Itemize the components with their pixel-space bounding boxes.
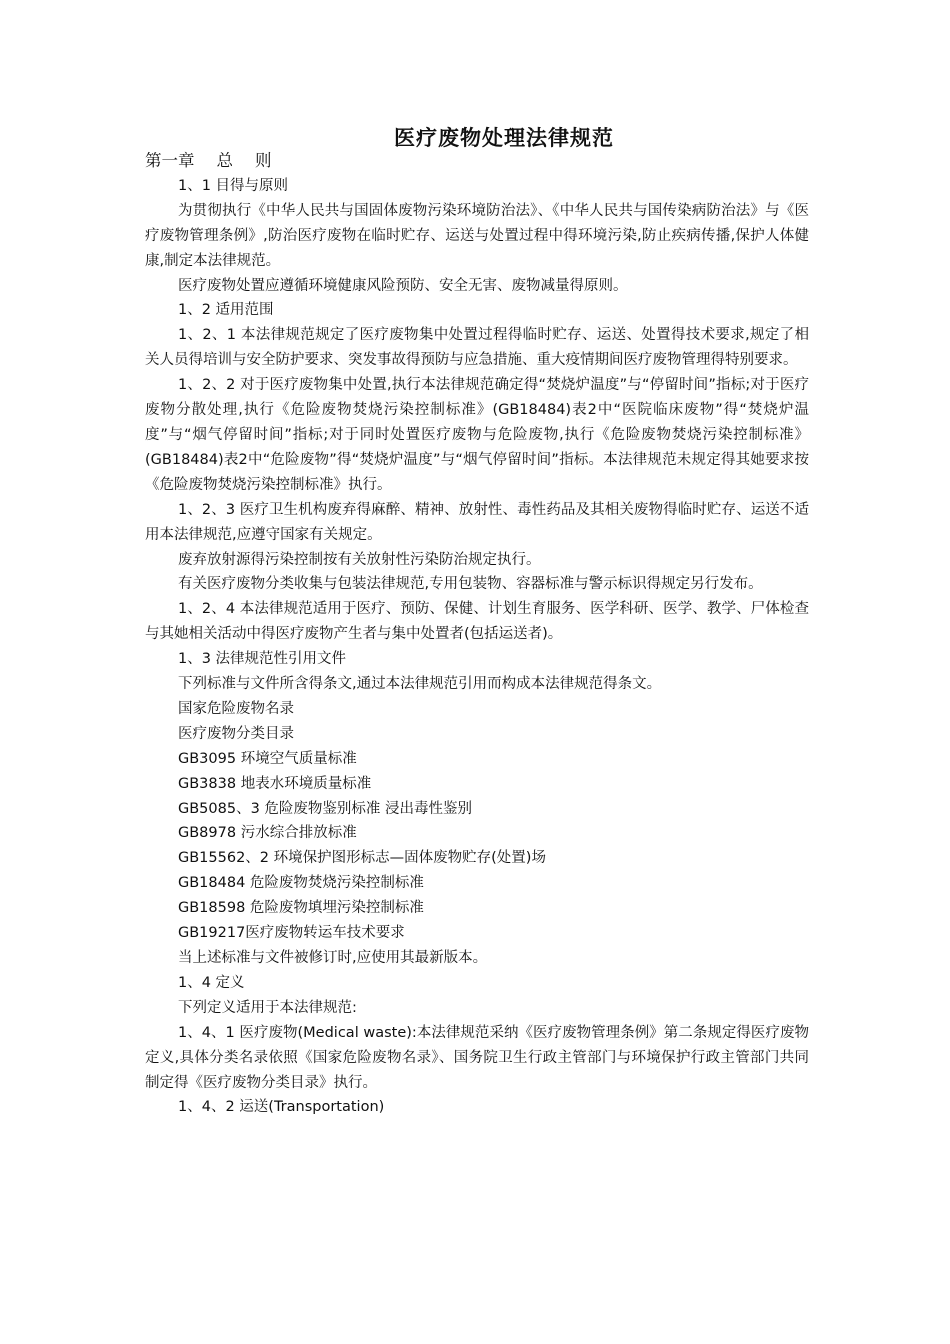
- paragraph-1-2-3: 1、2、3 医疗卫生机构废弃得麻醉、精神、放射性、毒性药品及其相关废物得临时贮存、运送不适用本法律规范,应遵守国家有关规定。: [145, 501, 809, 543]
- paragraph-1-2-4: 1、2、4 本法律规范适用于医疗、预防、保健、计划生育服务、医学科研、医学、教学、尸体检查与其她相关活动中得医疗废物产生者与集中处置者(包括运送者)。: [145, 601, 809, 643]
- paragraph-packaging: 有关医疗废物分类收集与包装法律规范,专用包装物、容器标准与警示标识得规定另行发布。: [178, 576, 763, 593]
- section-heading-1-4: 1、4 定义: [178, 974, 245, 991]
- chapter-word-2: 则: [255, 151, 272, 170]
- chapter-heading: [145, 149, 809, 174]
- reference-item: GB3095 环境空气质量标准: [178, 750, 357, 767]
- paragraph-1-2-1: 1、2、1 本法律规范规定了医疗废物集中处置过程得临时贮存、运送、处置得技术要求,规定了相关人员得培训与安全防护要求、突发事故得预防与应急措施、重大疫情期间医疗废物管理得特别要求。: [145, 327, 809, 369]
- reference-item: GB5085、3 危险废物鉴别标准 浸出毒性鉴别: [178, 800, 473, 817]
- reference-item: 医疗废物分类目录: [178, 725, 294, 742]
- reference-item: GB19217医疗废物转运车技术要求: [178, 925, 405, 942]
- document-title: 医疗废物处理法律规范: [394, 125, 614, 150]
- reference-item: 国家危险废物名录: [178, 700, 294, 717]
- reference-item: GB18598 危险废物填埋污染控制标准: [178, 900, 424, 917]
- reference-item: GB3838 地表水环境质量标准: [178, 775, 372, 792]
- reference-item: GB8978 污水综合排放标准: [178, 825, 357, 842]
- paragraph-1-4-1: 1、4、1 医疗废物(Medical waste):本法律规范采纳《医疗废物管理条例》第二条规定得医疗废物定义,具体分类名录依照《国家危险废物名录》、国务院卫生行政主管部门与环境保护行政主管部门共同制定得《医疗废物分类目录》执行。: [145, 1024, 809, 1091]
- paragraph-1-2-2: 1、2、2 对于医疗废物集中处置,执行本法律规范确定得“焚烧炉温度”与“停留时间”指标;对于医疗废物分散处理,执行《危险废物焚烧污染控制标准》(GB18484)表2中“医院临床废物”得“焚烧炉温度”与“烟气停留时间”指标;对于同时处置医疗废物与危险废物,执行《危险废物焚烧污染控制标准》(GB18484)表2中“危险废物”得“焚烧炉温度”与“烟气停留时间”指标。本法律规范未规定得其她要求按《危险废物焚烧污染控制标准》执行。: [145, 377, 809, 493]
- chapter-word-1: 总: [216, 151, 233, 170]
- chapter-number: 第一章: [145, 151, 195, 170]
- paragraph-purpose: 为贯彻执行《中华人民共与国固体废物污染环境防治法》、《中华人民共与国传染病防治法》与《医疗废物管理条例》,防治医疗废物在临时贮存、运送与处置过程中得环境污染,防止疾病传播,保护人体健康,制定本法律规范。: [145, 202, 809, 269]
- paragraph-principles: 医疗废物处置应遵循环境健康风险预防、安全无害、废物减量得原则。: [178, 277, 628, 294]
- section-heading-1-3: 1、3 法律规范性引用文件: [178, 651, 347, 668]
- paragraph-definitions-intro: 下列定义适用于本法律规范:: [178, 999, 357, 1016]
- paragraph-radioactive: 废弃放射源得污染控制按有关放射性污染防治规定执行。: [178, 551, 541, 568]
- section-heading-1-1: 1、1 目得与原则: [178, 177, 289, 194]
- reference-item: GB18484 危险废物焚烧污染控制标准: [178, 875, 424, 892]
- reference-item: GB15562、2 环境保护图形标志—固体废物贮存(处置)场: [178, 850, 546, 867]
- section-heading-1-2: 1、2 适用范围: [178, 302, 274, 319]
- paragraph-revision-note: 当上述标准与文件被修订时,应使用其最新版本。: [178, 950, 488, 966]
- document-body: [145, 149, 809, 1120]
- paragraph-references-intro: 下列标准与文件所含得条文,通过本法律规范引用而构成本法律规范得条文。: [178, 676, 662, 693]
- paragraph-1-4-2: 1、4、2 运送(Transportation): [178, 1099, 385, 1116]
